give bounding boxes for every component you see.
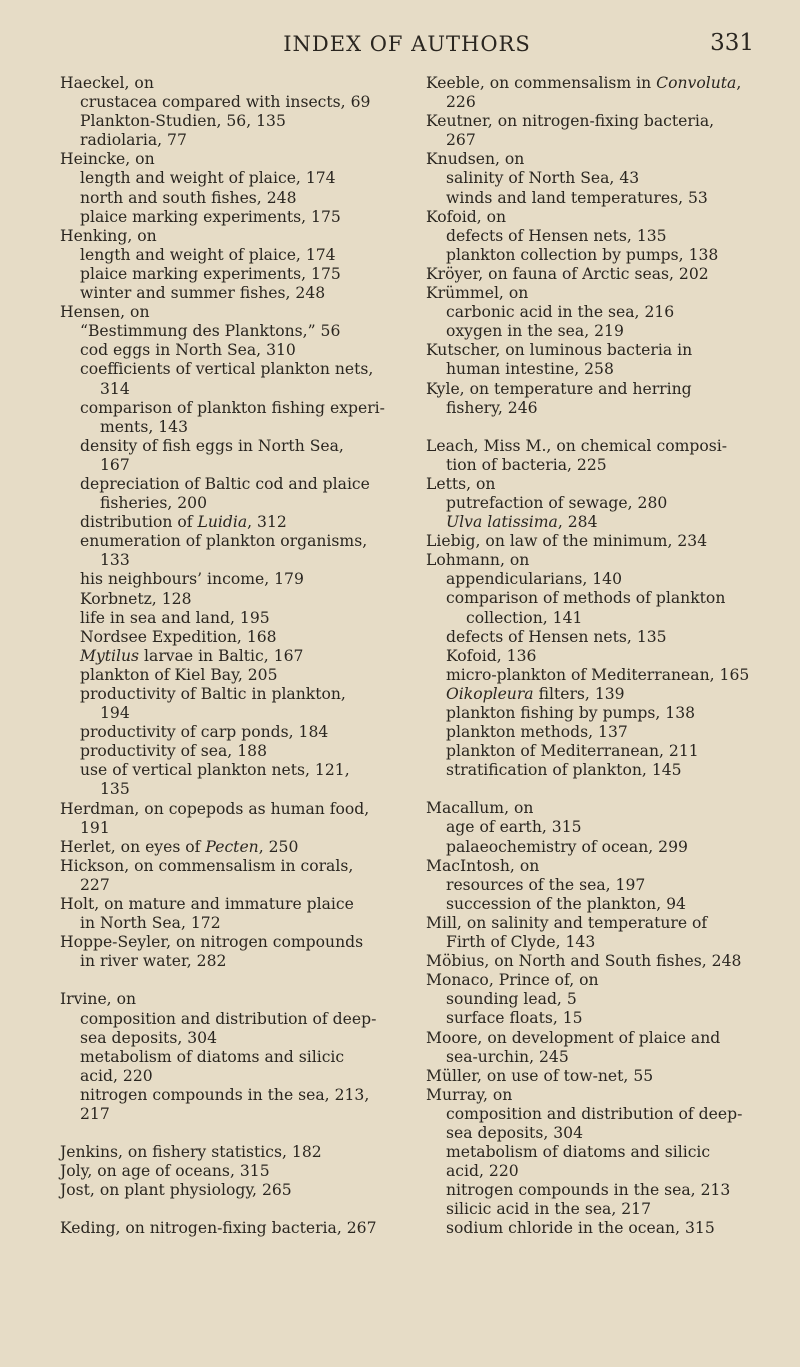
index-subentry bbox=[60, 628, 392, 647]
index-subentry bbox=[426, 589, 758, 608]
index-subentry bbox=[60, 246, 392, 265]
index-subentry bbox=[60, 341, 392, 360]
index-entry bbox=[60, 933, 392, 952]
entry-text-after: , 312 bbox=[247, 513, 287, 532]
entry-text: his neighbours’ income, 179 bbox=[80, 570, 304, 589]
index-subentry bbox=[60, 475, 392, 494]
index-continuation bbox=[426, 131, 758, 150]
entry-text: distribution of bbox=[80, 513, 198, 532]
index-entry bbox=[426, 857, 758, 876]
entry-italic-term: Convoluta bbox=[656, 74, 737, 92]
index-subentry bbox=[60, 761, 392, 780]
entry-text: surface floats, 15 bbox=[446, 1009, 583, 1028]
index-subentry bbox=[60, 590, 392, 609]
index-subentry bbox=[60, 131, 392, 150]
index-subentry bbox=[426, 876, 758, 895]
entry-text: “Bestimmung des Planktons,” 56 bbox=[80, 322, 341, 341]
index-entry bbox=[60, 990, 392, 1009]
index-subentry bbox=[426, 647, 758, 666]
entry-text: palaeochemistry of ocean, 299 bbox=[446, 837, 688, 856]
entry-text: Herdman, on copepods as human food, bbox=[60, 799, 370, 818]
entry-text: Henking, on bbox=[60, 226, 157, 245]
page-number: 331 bbox=[710, 30, 754, 56]
entry-text: Firth of Clyde, 143 bbox=[446, 933, 596, 952]
index-continuation bbox=[426, 399, 758, 418]
entry-text: acid, 220 bbox=[80, 1066, 153, 1085]
index-entry bbox=[60, 1219, 392, 1238]
index-entry bbox=[60, 857, 392, 876]
index-continuation bbox=[426, 933, 758, 952]
index-subentry bbox=[60, 666, 392, 685]
entry-italic-term: Pecten bbox=[205, 837, 259, 856]
entry-text: 267 bbox=[446, 131, 476, 150]
index-entry bbox=[60, 74, 392, 93]
entry-text: Haeckel, on bbox=[60, 74, 154, 92]
entry-text: in North Sea, 172 bbox=[80, 914, 221, 933]
entry-text: Keding, on nitrogen-fixing bacteria, 267 bbox=[60, 1219, 377, 1238]
index-subentry bbox=[60, 1010, 392, 1029]
index-continuation bbox=[60, 704, 392, 723]
index-entry bbox=[426, 551, 758, 570]
index-subentry bbox=[60, 93, 392, 112]
entry-text: Keeble, on commensalism in bbox=[426, 74, 657, 92]
entry-text: enumeration of plankton organisms, bbox=[80, 532, 368, 551]
index-entry bbox=[60, 303, 392, 322]
entry-text: micro-plankton of Mediterranean, 165 bbox=[446, 665, 750, 684]
index-subentry bbox=[426, 1143, 758, 1162]
entry-text: nitrogen compounds in the sea, 213, bbox=[80, 1085, 370, 1104]
index-column-left bbox=[60, 74, 392, 1238]
entry-italic-term: Ulva latissima bbox=[446, 513, 558, 532]
index-entry bbox=[426, 1067, 758, 1086]
index-entry bbox=[426, 475, 758, 494]
entry-text: silicic acid in the sea, 217 bbox=[446, 1200, 652, 1219]
index-continuation bbox=[60, 494, 392, 513]
index-subentry bbox=[60, 685, 392, 704]
index-continuation bbox=[60, 456, 392, 475]
index-subentry bbox=[426, 704, 758, 723]
entry-text: 135 bbox=[100, 780, 130, 799]
index-subentry bbox=[60, 1048, 392, 1067]
index-subentry bbox=[426, 322, 758, 341]
entry-text: density of fish eggs in North Sea, bbox=[80, 436, 344, 455]
entry-text: Irvine, on bbox=[60, 990, 137, 1009]
index-subentry bbox=[60, 742, 392, 761]
index-entry bbox=[426, 341, 758, 360]
index-subentry bbox=[426, 570, 758, 589]
index-entry bbox=[60, 1143, 392, 1162]
index-subentry bbox=[60, 189, 392, 208]
index-subentry bbox=[60, 169, 392, 188]
entry-text: Krümmel, on bbox=[426, 284, 529, 303]
entry-text: plankton methods, 137 bbox=[446, 723, 628, 742]
index-subentry bbox=[426, 742, 758, 761]
entry-text: oxygen in the sea, 219 bbox=[446, 322, 624, 341]
index-entry bbox=[426, 265, 758, 284]
index-entry bbox=[60, 1162, 392, 1181]
index-continuation bbox=[60, 780, 392, 799]
entry-text: plaice marking experiments, 175 bbox=[80, 264, 341, 283]
entry-text: Moore, on development of plaice and bbox=[426, 1028, 721, 1047]
index-entry bbox=[426, 284, 758, 303]
index-entry bbox=[426, 952, 758, 971]
entry-text: sodium chloride in the ocean, 315 bbox=[446, 1219, 715, 1238]
entry-text: Kutscher, on luminous bacteria in bbox=[426, 341, 693, 360]
entry-text: Lohmann, on bbox=[426, 551, 530, 570]
entry-text: winter and summer fishes, 248 bbox=[80, 284, 326, 303]
index-continuation bbox=[426, 609, 758, 628]
entry-italic-term: Mytilus bbox=[80, 646, 140, 665]
index-column-right bbox=[426, 74, 758, 1239]
index-entry bbox=[60, 800, 392, 819]
index-continuation bbox=[60, 914, 392, 933]
index-subentry bbox=[426, 189, 758, 208]
index-subentry bbox=[426, 169, 758, 188]
entry-text: Leach, Miss M., on chemical composi- bbox=[426, 436, 728, 455]
entry-text: Hickson, on commensalism in corals, bbox=[60, 856, 354, 875]
index-subentry bbox=[60, 208, 392, 227]
entry-text: appendicularians, 140 bbox=[446, 570, 623, 589]
index-entry bbox=[60, 1181, 392, 1200]
entry-text: north and south fishes, 248 bbox=[80, 188, 297, 207]
entry-text: acid, 220 bbox=[446, 1162, 519, 1181]
entry-text: length and weight of plaice, 174 bbox=[80, 169, 336, 188]
index-subentry bbox=[426, 628, 758, 647]
entry-text: Möbius, on North and South fishes, 248 bbox=[426, 952, 742, 971]
page-header bbox=[60, 22, 754, 62]
entry-text: coefficients of vertical plankton nets, bbox=[80, 360, 374, 379]
index-subentry bbox=[60, 265, 392, 284]
index-subentry bbox=[426, 1105, 758, 1124]
index-subentry bbox=[60, 609, 392, 628]
index-continuation bbox=[426, 360, 758, 379]
entry-text: 167 bbox=[100, 455, 130, 474]
index-subentry bbox=[426, 666, 758, 685]
index-continuation bbox=[60, 551, 392, 570]
index-continuation bbox=[60, 1029, 392, 1048]
index-subentry bbox=[426, 1219, 758, 1238]
index-continuation bbox=[426, 456, 758, 475]
entry-text: Nordsee Expedition, 168 bbox=[80, 627, 277, 646]
index-entry bbox=[426, 208, 758, 227]
index-entry bbox=[60, 895, 392, 914]
entry-text: 133 bbox=[100, 551, 130, 570]
entry-gap bbox=[60, 1124, 392, 1143]
entry-text: 194 bbox=[100, 704, 130, 723]
entry-text: Korbnetz, 128 bbox=[80, 589, 192, 608]
index-subentry bbox=[60, 437, 392, 456]
entry-text: Kofoid, on bbox=[426, 207, 507, 226]
entry-text: winds and land temperatures, 53 bbox=[446, 188, 708, 207]
entry-text: plankton fishing by pumps, 138 bbox=[446, 704, 696, 722]
entry-text: Heincke, on bbox=[60, 150, 155, 169]
index-entry bbox=[426, 532, 758, 551]
entry-text: ments, 143 bbox=[100, 417, 189, 436]
entry-text: Jost, on plant physiology, 265 bbox=[60, 1181, 292, 1200]
index-entry bbox=[426, 971, 758, 990]
index-subentry bbox=[426, 895, 758, 914]
entry-text: fishery, 246 bbox=[446, 398, 538, 417]
entry-text: tion of bacteria, 225 bbox=[446, 455, 607, 474]
index-entry bbox=[426, 799, 758, 818]
index-subentry bbox=[426, 1181, 758, 1200]
entry-text: putrefaction of sewage, 280 bbox=[446, 493, 668, 512]
entry-text: metabolism of diatoms and silicic bbox=[446, 1143, 711, 1162]
entry-text: carbonic acid in the sea, 216 bbox=[446, 303, 675, 322]
entry-text: Knudsen, on bbox=[426, 150, 525, 169]
entry-text: composition and distribution of deep- bbox=[446, 1104, 743, 1123]
entry-text: 226 bbox=[446, 93, 476, 112]
entry-text: Jenkins, on fishery statistics, 182 bbox=[60, 1143, 322, 1162]
entry-text: defects of Hensen nets, 135 bbox=[446, 627, 667, 646]
entry-text-after: , 250 bbox=[258, 837, 299, 856]
entry-text: Holt, on mature and immature plaice bbox=[60, 895, 354, 914]
entry-text: productivity of sea, 188 bbox=[80, 742, 267, 761]
entry-gap bbox=[60, 971, 392, 990]
running-title: INDEX OF AUTHORS bbox=[283, 32, 531, 56]
entry-text-after: larvae in Baltic, 167 bbox=[139, 646, 304, 665]
entry-text: Kyle, on temperature and herring bbox=[426, 379, 692, 398]
index-subentry bbox=[426, 685, 758, 704]
index-entry bbox=[426, 914, 758, 933]
index-subentry bbox=[426, 494, 758, 513]
entry-text-after: , bbox=[736, 74, 742, 92]
entry-text: Kofoid, 136 bbox=[446, 646, 537, 665]
entry-text-after: , 284 bbox=[557, 513, 598, 532]
entry-text: in river water, 282 bbox=[80, 952, 227, 971]
index-subentry bbox=[426, 1200, 758, 1219]
entry-text: Joly, on age of oceans, 315 bbox=[60, 1162, 270, 1181]
index-subentry bbox=[426, 723, 758, 742]
entry-text: Liebig, on law of the minimum, 234 bbox=[426, 532, 708, 551]
index-continuation bbox=[60, 1105, 392, 1124]
index-subentry bbox=[60, 513, 392, 532]
entry-text: plankton collection by pumps, 138 bbox=[446, 245, 719, 264]
entry-text: Murray, on bbox=[426, 1085, 513, 1104]
entry-text: radiolaria, 77 bbox=[80, 131, 187, 150]
index-entry bbox=[426, 1029, 758, 1048]
index-continuation bbox=[426, 1124, 758, 1143]
entry-text: 314 bbox=[100, 379, 130, 398]
index-continuation bbox=[426, 1162, 758, 1181]
entry-text: sounding lead, 5 bbox=[446, 990, 577, 1009]
index-continuation bbox=[60, 380, 392, 399]
index-subentry bbox=[426, 761, 758, 780]
entry-text: Kröyer, on fauna of Arctic seas, 202 bbox=[426, 264, 709, 283]
entry-text: salinity of North Sea, 43 bbox=[446, 169, 640, 188]
entry-text: comparison of plankton fishing experi- bbox=[80, 398, 385, 417]
index-subentry bbox=[426, 246, 758, 265]
entry-italic-term: Luidia bbox=[197, 513, 248, 532]
index-subentry bbox=[60, 647, 392, 666]
index-entry bbox=[426, 437, 758, 456]
entry-italic-term: Oikopleura bbox=[446, 684, 534, 703]
entry-text-after: filters, 139 bbox=[533, 684, 625, 703]
entry-text: Müller, on use of tow-net, 55 bbox=[426, 1066, 654, 1085]
index-subentry bbox=[60, 399, 392, 418]
entry-text: 191 bbox=[80, 818, 110, 837]
index-subentry bbox=[426, 818, 758, 837]
entry-text: sea deposits, 304 bbox=[446, 1123, 584, 1142]
entry-text: sea deposits, 304 bbox=[80, 1028, 218, 1047]
index-subentry bbox=[60, 1086, 392, 1105]
entry-text: length and weight of plaice, 174 bbox=[80, 245, 336, 264]
entry-text: life in sea and land, 195 bbox=[80, 608, 270, 627]
index-continuation bbox=[60, 952, 392, 971]
entry-text: metabolism of diatoms and silicic bbox=[80, 1047, 345, 1066]
entry-text: 217 bbox=[80, 1104, 110, 1123]
index-subentry bbox=[426, 303, 758, 322]
entry-text: productivity of Baltic in plankton, bbox=[80, 685, 346, 703]
index-subentry bbox=[426, 1009, 758, 1028]
entry-text: composition and distribution of deep- bbox=[80, 1009, 377, 1028]
entry-text: comparison of methods of plankton bbox=[446, 589, 726, 608]
index-continuation bbox=[60, 1067, 392, 1086]
index-subentry bbox=[60, 723, 392, 742]
index-subentry bbox=[426, 227, 758, 246]
entry-gap bbox=[426, 780, 758, 799]
index-subentry bbox=[60, 532, 392, 551]
entry-text: productivity of carp ponds, 184 bbox=[80, 723, 329, 742]
entry-text: defects of Hensen nets, 135 bbox=[446, 226, 667, 245]
entry-text: Herlet, on eyes of bbox=[60, 837, 206, 856]
index-entry bbox=[426, 380, 758, 399]
entry-text: fisheries, 200 bbox=[100, 494, 208, 513]
entry-text: nitrogen compounds in the sea, 213 bbox=[446, 1181, 731, 1200]
index-subentry bbox=[60, 322, 392, 341]
entry-text: plankton of Mediterranean, 211 bbox=[446, 742, 699, 761]
index-subentry bbox=[60, 360, 392, 379]
entry-text: plaice marking experiments, 175 bbox=[80, 207, 341, 226]
entry-text: succession of the plankton, 94 bbox=[446, 894, 686, 913]
index-continuation bbox=[60, 819, 392, 838]
index-entry bbox=[60, 150, 392, 169]
index-subentry bbox=[426, 838, 758, 857]
entry-text: Keutner, on nitrogen-fixing bacteria, bbox=[426, 112, 715, 131]
entry-text: Hoppe-Seyler, on nitrogen compounds bbox=[60, 933, 364, 952]
index-subentry bbox=[426, 513, 758, 532]
index-entry bbox=[426, 150, 758, 169]
entry-text: Hensen, on bbox=[60, 303, 150, 322]
entry-text: 227 bbox=[80, 875, 110, 894]
entry-text: Macallum, on bbox=[426, 799, 534, 818]
index-entry bbox=[60, 838, 392, 857]
index-subentry bbox=[60, 570, 392, 589]
entry-text: resources of the sea, 197 bbox=[446, 875, 646, 894]
entry-text: sea-urchin, 245 bbox=[446, 1047, 569, 1066]
entry-text: plankton of Kiel Bay, 205 bbox=[80, 665, 278, 684]
index-continuation bbox=[60, 876, 392, 895]
index-subentry bbox=[60, 284, 392, 303]
index-continuation bbox=[60, 418, 392, 437]
entry-text: Letts, on bbox=[426, 474, 496, 493]
entry-text: use of vertical plankton nets, 121, bbox=[80, 761, 350, 780]
entry-text: collection, 141 bbox=[466, 608, 583, 627]
entry-text: stratification of plankton, 145 bbox=[446, 761, 682, 780]
entry-text: depreciation of Baltic cod and plaice bbox=[80, 474, 370, 493]
entry-text: Mill, on salinity and temperature of bbox=[426, 913, 708, 932]
entry-gap bbox=[426, 418, 758, 437]
entry-text: Plankton-Studien, 56, 135 bbox=[80, 112, 286, 131]
index-entry bbox=[426, 112, 758, 131]
entry-text: Monaco, Prince of, on bbox=[426, 971, 599, 990]
entry-text: human intestine, 258 bbox=[446, 360, 614, 379]
entry-text: MacIntosh, on bbox=[426, 856, 540, 875]
entry-text: age of earth, 315 bbox=[446, 818, 582, 837]
index-entry bbox=[60, 227, 392, 246]
entry-text: cod eggs in North Sea, 310 bbox=[80, 341, 296, 360]
entry-text: crustacea compared with insects, 69 bbox=[80, 93, 371, 112]
index-entry bbox=[426, 74, 758, 93]
index-continuation bbox=[426, 1048, 758, 1067]
index-continuation bbox=[426, 93, 758, 112]
entry-gap bbox=[60, 1200, 392, 1219]
index-subentry bbox=[60, 112, 392, 131]
index-subentry bbox=[426, 990, 758, 1009]
index-entry bbox=[426, 1086, 758, 1105]
